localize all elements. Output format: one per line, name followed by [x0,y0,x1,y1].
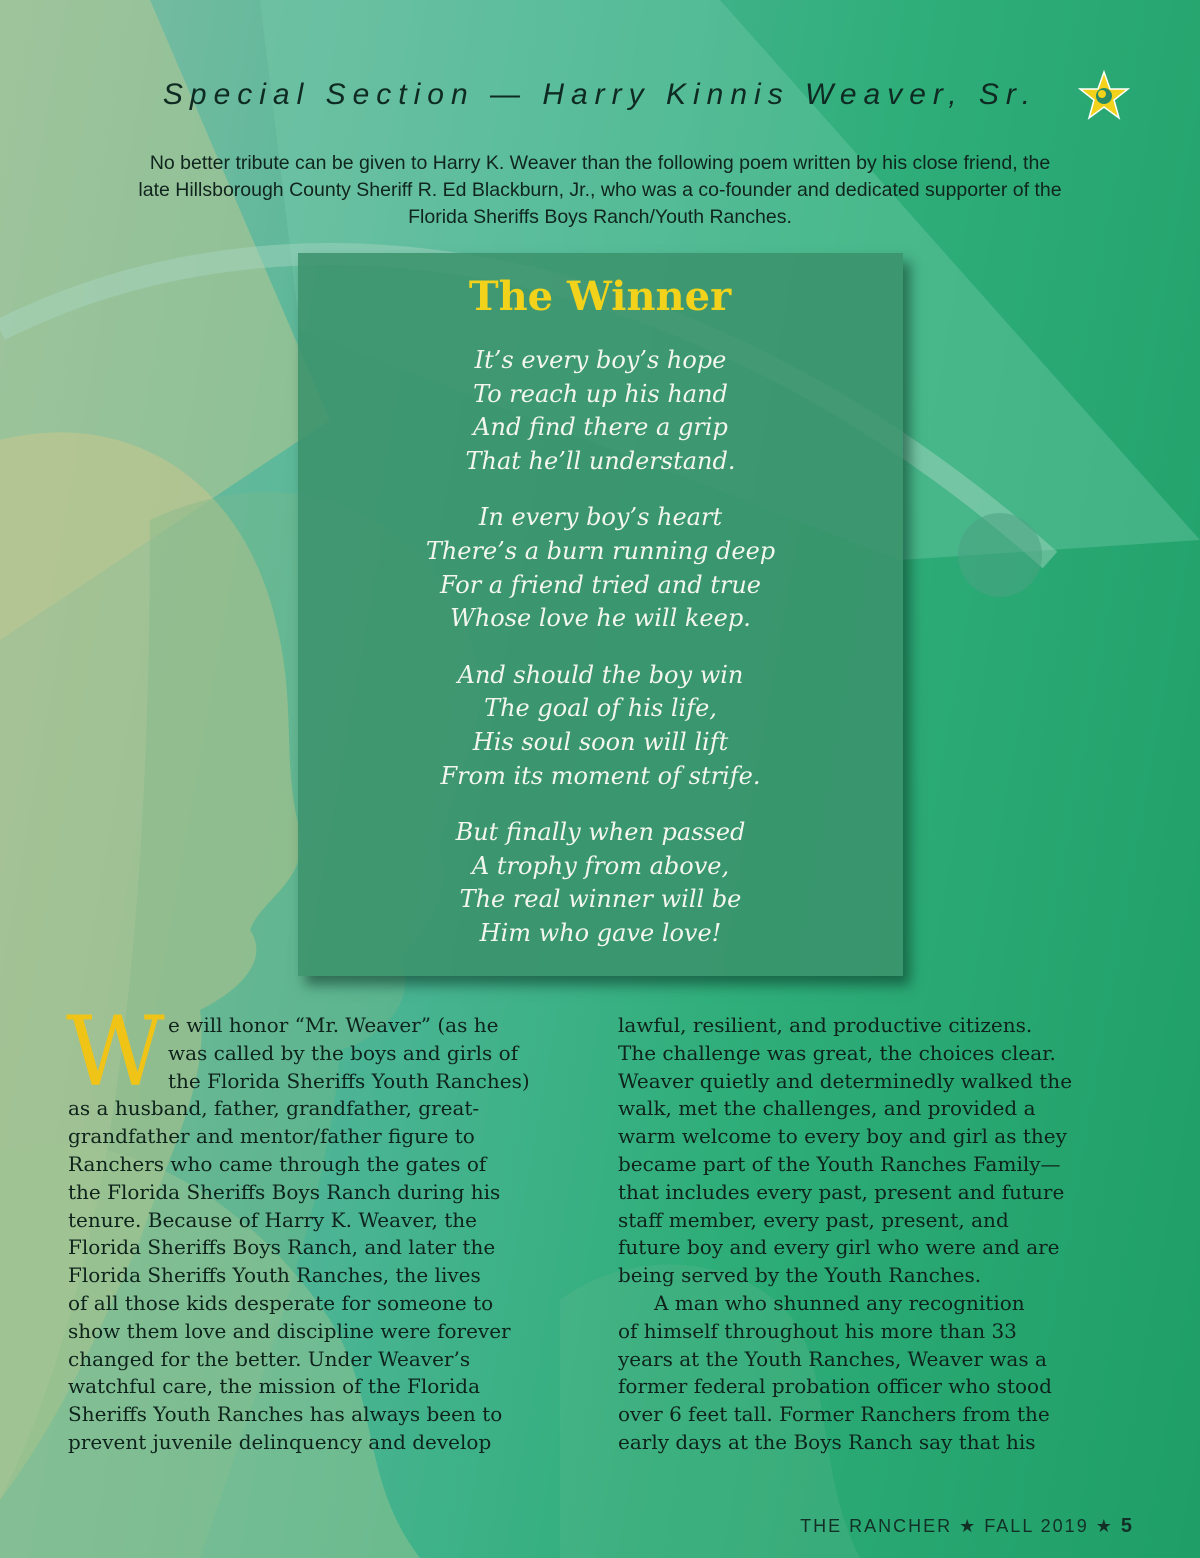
poem-stanza [298,501,903,635]
star-badge-icon [1078,70,1130,122]
article-line: future boy and every girl who were and are [618,1235,1060,1260]
poem-line: And should the boy win [457,660,744,689]
distant-head-shape [958,513,1042,597]
article-line: changed for the better. Under Weaver’s [68,1346,471,1371]
article-line: of all those kids desperate for someone to [68,1290,494,1315]
poem-line: But finally when passed [455,818,746,847]
poem-line: In every boy’s heart [478,503,723,532]
poem-line: His soul soon will lift [472,727,729,756]
article-line: prevent juvenile delinquency and develop [68,1429,492,1454]
footer-separator: ★ [959,1516,978,1536]
article-line: tenure. Because of Harry K. Weaver, the [68,1207,477,1232]
drop-cap: W [66,996,165,1108]
article-column-left [68,1012,568,1457]
poem-stanza [298,344,903,478]
poem-line: The goal of his life, [484,694,717,723]
article-line: of himself throughout his more than 33 [618,1318,1017,1343]
article-line: show them love and discipline were forever [68,1318,511,1343]
article-line: Ranchers who came through the gates of [68,1151,487,1176]
article-line: former federal probation officer who stood [618,1374,1052,1399]
poem-line: It’s every boy’s hope [474,346,727,374]
article-line: years at the Youth Ranches, Weaver was a [618,1346,1047,1371]
article-line: watchful care, the mission of the Florida [68,1374,481,1399]
intro-line: Florida Sheriffs Boys Ranch/Youth Ranches. [408,206,792,228]
article-line: A man who shunned any recognition [654,1290,1025,1315]
intro-line: No better tribute can be given to Harry K. Weaver than the following poem written by his close friend, the [149,152,1051,174]
article-line: the Florida Sheriffs Youth Ranches) [168,1068,530,1093]
article-column-right [618,1012,1118,1457]
poem-line: Him who gave love! [479,918,722,947]
article-line: the Florida Sheriffs Boys Ranch during his [68,1179,501,1204]
article-line: warm welcome to every boy and girl as they [618,1124,1067,1149]
article-line: walk, met the challenges, and provided a [618,1096,1036,1121]
poem-stanza [298,816,903,950]
publication-name: THE RANCHER [800,1516,953,1536]
poem-line: And find there a grip [473,413,728,442]
poem-stanza [298,659,903,793]
article-line: Weaver quietly and determinedly walked the [618,1068,1073,1093]
article-line: Florida Sheriffs Youth Ranches, the lives [68,1263,481,1288]
article-line: The challenge was great, the choices clear. [618,1040,1056,1065]
poem-title: The Winner [468,273,732,320]
article-line: e will honor “Mr. Weaver” (as he [168,1013,499,1037]
intro-paragraph [110,150,1090,231]
article-line: as a husband, father, grandfather, great- [68,1096,480,1121]
article-line: early days at the Boys Ranch say that his [618,1429,1036,1454]
poem-body [298,344,903,974]
article-line: being served by the Youth Ranches. [618,1263,982,1288]
article-line: Sheriffs Youth Ranches has always been to [68,1402,503,1427]
section-header: Special Section — Harry Kinnis Weaver, Sr. [162,78,1038,111]
article-line: over 6 feet tall. Former Ranchers from the [618,1402,1050,1427]
article-line: was called by the boys and girls of [168,1040,519,1065]
poem-line: To reach up his hand [473,379,728,408]
article-line: became part of the Youth Ranches Family— [618,1151,1061,1176]
poem-line: From its moment of strife. [440,761,761,790]
poem-line: The real winner will be [459,885,742,914]
article-line: grandfather and mentor/father figure to [68,1124,475,1149]
article-line: that includes every past, present and future [618,1179,1065,1204]
issue-label: FALL 2019 [984,1516,1089,1536]
poem-line: There’s a burn running deep [425,536,776,565]
page-footer [800,1515,1132,1538]
poem-line: For a friend tried and true [439,570,762,599]
page-number: 5 [1120,1515,1132,1537]
intro-line: late Hillsborough County Sheriff R. Ed Blackburn, Jr., who was a co-founder and dedicated supporter of the [138,179,1062,201]
poem-line: Whose love he will keep. [450,604,751,633]
poem-line: A trophy from above, [471,851,730,880]
poem-line: That he’ll understand. [465,446,736,475]
article-line: lawful, resilient, and productive citizens. [618,1013,1033,1037]
article-line: staff member, every past, present, and [618,1207,1009,1232]
footer-separator: ★ [1095,1516,1114,1536]
article-line: Florida Sheriffs Boys Ranch, and later the [68,1235,496,1260]
